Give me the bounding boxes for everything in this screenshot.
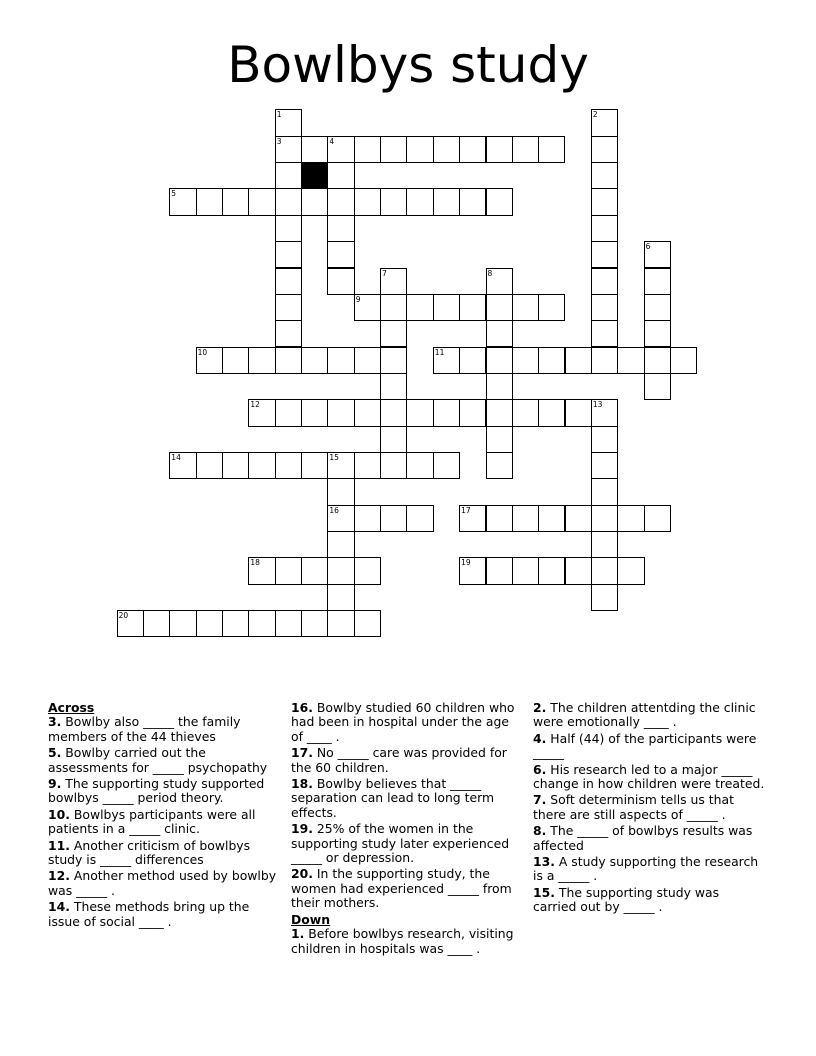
grid-cell[interactable]: [486, 294, 513, 321]
clue-item-number: 3.: [48, 714, 62, 730]
grid-cell[interactable]: [538, 347, 565, 374]
clue-item: [48, 900, 280, 929]
grid-cell[interactable]: [591, 347, 618, 374]
down-clue-list: [291, 927, 523, 956]
clue-number: 6: [645, 242, 651, 252]
grid-cell[interactable]: [380, 426, 407, 453]
grid-cell[interactable]: [459, 188, 486, 215]
clue-item: [533, 886, 765, 915]
grid-cell[interactable]: [380, 268, 407, 295]
grid-cell[interactable]: [512, 294, 539, 321]
clue-column-3: [533, 701, 765, 917]
grid-cell[interactable]: [327, 215, 354, 242]
grid-cell[interactable]: [538, 557, 565, 584]
clue-number: 19: [461, 558, 471, 568]
grid-cell[interactable]: [301, 188, 328, 215]
grid-cell[interactable]: [617, 347, 644, 374]
grid-cell[interactable]: [406, 452, 433, 479]
grid-cell[interactable]: [433, 294, 460, 321]
grid-cell[interactable]: [327, 347, 354, 374]
grid-cell[interactable]: [354, 505, 381, 532]
clue-item-text: Bowlby carried out the assessments for _____ psychopathy: [48, 745, 268, 775]
clue-item-text: The _____ of bowlbys results was affected: [533, 823, 753, 853]
grid-cell[interactable]: [380, 320, 407, 347]
grid-cell[interactable]: [538, 294, 565, 321]
grid-cell[interactable]: [591, 399, 618, 426]
grid-cell[interactable]: [512, 557, 539, 584]
across-clue-list-continued: [291, 701, 523, 911]
grid-cell[interactable]: [591, 452, 618, 479]
clue-item-number: 16.: [291, 700, 313, 715]
grid-cell[interactable]: [275, 109, 302, 136]
grid-cell[interactable]: [327, 188, 354, 215]
grid-cell[interactable]: [248, 557, 275, 584]
grid-cell[interactable]: [486, 452, 513, 479]
grid-cell[interactable]: [486, 399, 513, 426]
grid-cell[interactable]: [644, 320, 671, 347]
grid-cell[interactable]: [380, 452, 407, 479]
grid-cell[interactable]: [380, 188, 407, 215]
grid-cell[interactable]: [169, 452, 196, 479]
grid-cell[interactable]: [406, 294, 433, 321]
clue-item-number: 10.: [48, 806, 70, 822]
clue-item: [533, 701, 765, 730]
grid-cell[interactable]: [275, 136, 302, 163]
clue-item-number: 4.: [533, 730, 547, 746]
grid-cell[interactable]: [591, 241, 618, 268]
grid-cell[interactable]: [486, 373, 513, 400]
grid-cell[interactable]: [406, 399, 433, 426]
clue-number: 9: [355, 294, 361, 304]
clue-number: 14: [171, 452, 181, 462]
clue-item-number: 8.: [533, 823, 547, 839]
grid-cell[interactable]: [327, 399, 354, 426]
grid-cell[interactable]: [591, 215, 618, 242]
across-clue-list: [48, 715, 280, 929]
down-clue-list-continued: [533, 701, 765, 915]
grid-cell[interactable]: [565, 347, 592, 374]
grid-cell[interactable]: [143, 610, 170, 637]
grid-cell[interactable]: [591, 505, 618, 532]
clue-number: 1: [276, 110, 282, 120]
grid-cell[interactable]: [565, 505, 592, 532]
grid-cell[interactable]: [301, 136, 328, 163]
grid-cell[interactable]: [275, 268, 302, 295]
grid-cell[interactable]: [433, 399, 460, 426]
grid-cell[interactable]: [538, 505, 565, 532]
clue-item: [291, 777, 523, 820]
grid-cell[interactable]: [380, 505, 407, 532]
grid-cell[interactable]: [196, 452, 223, 479]
grid-cell[interactable]: [591, 162, 618, 189]
clue-column-1: [48, 701, 280, 931]
grid-cell[interactable]: [248, 610, 275, 637]
grid-cell[interactable]: [196, 347, 223, 374]
grid-cell[interactable]: [644, 373, 671, 400]
grid-cell[interactable]: [327, 505, 354, 532]
grid-cell[interactable]: [406, 136, 433, 163]
grid-cell[interactable]: [222, 610, 249, 637]
grid-cell[interactable]: [644, 241, 671, 268]
grid-cell[interactable]: [275, 452, 302, 479]
clue-column-2: [291, 701, 523, 958]
clue-number: 20: [118, 611, 129, 621]
grid-cell[interactable]: [354, 610, 381, 637]
clue-item: [291, 867, 523, 910]
clue-item-number: 9.: [48, 776, 62, 792]
grid-cell[interactable]: [275, 188, 302, 215]
grid-cell[interactable]: [644, 294, 671, 321]
clue-item-text: 25% of the women in the supporting study later experienced _____ or depression.: [291, 821, 510, 866]
clue-item-text: Soft determinism tells us that there are still aspects of _____ .: [533, 792, 734, 822]
clue-number: 16: [329, 505, 339, 515]
clue-number: 15: [329, 452, 339, 462]
grid-cell[interactable]: [433, 188, 460, 215]
grid-cell[interactable]: [406, 505, 433, 532]
black-cell: [301, 162, 328, 189]
clue-item-number: 11.: [48, 837, 70, 853]
clue-item-number: 5.: [48, 745, 62, 761]
grid-cell[interactable]: [486, 136, 513, 163]
clue-item-text: The supporting study supported bowlbys _____ period theory.: [48, 776, 265, 806]
grid-cell[interactable]: [327, 610, 354, 637]
grid-cell[interactable]: [275, 215, 302, 242]
clue-item-text: Bowlby studied 60 children who had been in hospital under the age of ____ .: [291, 700, 515, 744]
grid-cell[interactable]: [327, 531, 354, 558]
grid-cell[interactable]: [644, 347, 671, 374]
clue-item-text: Another method used by bowlby was _____ .: [48, 868, 277, 898]
grid-cell[interactable]: [301, 610, 328, 637]
clue-number: 5: [171, 189, 177, 199]
grid-cell[interactable]: [433, 347, 460, 374]
grid-cell[interactable]: [248, 188, 275, 215]
clue-number: 11: [434, 347, 445, 357]
clue-item: [48, 715, 280, 744]
grid-cell[interactable]: [617, 557, 644, 584]
clue-item-number: 18.: [291, 776, 313, 792]
clue-item: [48, 746, 280, 775]
grid-cell[interactable]: [275, 557, 302, 584]
clue-item-text: His research led to a major _____ change in how children were treated.: [533, 761, 765, 792]
clue-item: [533, 732, 765, 761]
grid-cell[interactable]: [327, 241, 354, 268]
grid-cell[interactable]: [459, 505, 486, 532]
grid-cell[interactable]: [222, 188, 249, 215]
grid-cell[interactable]: [327, 584, 354, 611]
clue-item: [533, 824, 765, 853]
clue-item-number: 13.: [533, 854, 555, 870]
grid-cell[interactable]: [354, 347, 381, 374]
grid-cell[interactable]: [301, 452, 328, 479]
clue-number: 7: [382, 268, 387, 278]
clue-item-number: 15.: [533, 884, 555, 900]
grid-cell[interactable]: [406, 188, 433, 215]
grid-cell[interactable]: [591, 188, 618, 215]
grid-cell[interactable]: [275, 294, 302, 321]
grid-cell[interactable]: [196, 610, 223, 637]
clue-item: [48, 839, 280, 868]
grid-cell[interactable]: [512, 399, 539, 426]
grid-cell[interactable]: [591, 136, 618, 163]
grid-cell[interactable]: [301, 399, 328, 426]
grid-cell[interactable]: [354, 188, 381, 215]
grid-cell[interactable]: [196, 188, 223, 215]
clue-item-number: 1.: [291, 926, 305, 942]
clue-number: 10: [197, 347, 208, 357]
grid-cell[interactable]: [169, 610, 196, 637]
grid-cell[interactable]: [354, 136, 381, 163]
grid-cell[interactable]: [380, 399, 407, 426]
clue-item: [48, 777, 280, 806]
grid-cell[interactable]: [169, 188, 196, 215]
grid-cell[interactable]: [565, 557, 592, 584]
clue-item-text: Bowlby also _____ the family members of the 44 thieves: [48, 714, 241, 744]
grid-cell[interactable]: [591, 426, 618, 453]
grid-cell[interactable]: [617, 505, 644, 532]
grid-cell[interactable]: [512, 347, 539, 374]
clue-item-text: Before bowlbys research, visiting children in hospitals was ____ .: [291, 926, 514, 956]
clue-item-text: Bowlby believes that _____ separation can lead to long term effects.: [291, 776, 495, 820]
grid-cell[interactable]: [433, 452, 460, 479]
across-heading: Across: [48, 700, 95, 715]
grid-cell[interactable]: [275, 162, 302, 189]
clue-item-text: The supporting study was carried out by _____ .: [533, 884, 720, 915]
clue-number: 18: [250, 558, 260, 568]
grid-cell[interactable]: [354, 557, 381, 584]
grid-cell[interactable]: [644, 505, 671, 532]
grid-cell[interactable]: [486, 426, 513, 453]
clue-item: [291, 927, 523, 956]
grid-cell[interactable]: [275, 320, 302, 347]
clue-item-text: Half (44) of the participants were _____: [533, 730, 757, 761]
clue-number: 3: [276, 136, 282, 146]
grid-cell[interactable]: [459, 294, 486, 321]
clue-item-number: 19.: [291, 821, 313, 837]
grid-cell[interactable]: [117, 610, 144, 637]
clue-item-text: Another criticism of bowlbys study is _____ differences: [48, 837, 251, 868]
grid-cell[interactable]: [512, 505, 539, 532]
grid-cell[interactable]: [459, 557, 486, 584]
grid-cell[interactable]: [380, 136, 407, 163]
grid-cell[interactable]: [380, 373, 407, 400]
grid-cell[interactable]: [275, 241, 302, 268]
grid-cell[interactable]: [327, 136, 354, 163]
clue-number: 12: [250, 400, 260, 410]
grid-cell[interactable]: [327, 557, 354, 584]
grid-cell[interactable]: [644, 268, 671, 295]
grid-cell[interactable]: [538, 399, 565, 426]
clue-item-number: 2.: [533, 700, 547, 715]
grid-cell[interactable]: [327, 478, 354, 505]
grid-cell[interactable]: [327, 162, 354, 189]
grid-cell[interactable]: [327, 268, 354, 295]
grid-cell[interactable]: [248, 347, 275, 374]
grid-cell[interactable]: [301, 347, 328, 374]
grid-cell[interactable]: [248, 399, 275, 426]
grid-cell[interactable]: [591, 584, 618, 611]
grid-cell[interactable]: [591, 109, 618, 136]
grid-cell[interactable]: [591, 531, 618, 558]
clue-number: 4: [329, 136, 335, 146]
grid-cell[interactable]: [591, 478, 618, 505]
clue-item-number: 20.: [291, 866, 313, 882]
clue-item-text: In the supporting study, the women had experienced _____ from their mothers.: [291, 866, 512, 911]
clue-number: 13: [592, 400, 603, 410]
clue-item: [533, 793, 765, 822]
grid-cell[interactable]: [591, 268, 618, 295]
clue-item: [533, 855, 765, 884]
grid-cell[interactable]: [486, 268, 513, 295]
grid-cell[interactable]: [275, 399, 302, 426]
grid-cell[interactable]: [459, 347, 486, 374]
clue-number: 8: [487, 268, 493, 278]
clue-item: [291, 822, 523, 865]
grid-cell[interactable]: [512, 136, 539, 163]
grid-cell[interactable]: [301, 557, 328, 584]
grid-cell[interactable]: [275, 347, 302, 374]
grid-cell[interactable]: [538, 136, 565, 163]
clue-item-number: 14.: [48, 899, 70, 915]
grid-cell[interactable]: [486, 320, 513, 347]
grid-cell[interactable]: [354, 399, 381, 426]
grid-cell[interactable]: [433, 136, 460, 163]
grid-cell[interactable]: [486, 505, 513, 532]
clue-item-number: 7.: [533, 792, 547, 808]
grid-cell[interactable]: [275, 610, 302, 637]
clue-item: [48, 869, 280, 898]
clue-item-number: 6.: [533, 761, 547, 777]
clue-item: [291, 746, 523, 775]
grid-cell[interactable]: [222, 452, 249, 479]
clue-item-text: The children attentding the clinic were emotionally ____ .: [533, 700, 756, 730]
grid-cell[interactable]: [327, 452, 354, 479]
grid-cell[interactable]: [565, 399, 592, 426]
grid-cell[interactable]: [248, 452, 275, 479]
clue-item: [533, 763, 765, 792]
clue-item-text: A study supporting the research is a _____ .: [533, 854, 759, 884]
clue-item-number: 12.: [48, 868, 70, 884]
grid-cell[interactable]: [486, 188, 513, 215]
clue-item-number: 17.: [291, 745, 313, 761]
grid-cell[interactable]: [380, 347, 407, 374]
clue-item: [291, 701, 523, 744]
puzzle-title: Bowlbys study: [227, 36, 589, 94]
grid-cell[interactable]: [486, 347, 513, 374]
grid-cell[interactable]: [670, 347, 697, 374]
grid-cell[interactable]: [354, 452, 381, 479]
grid-cell[interactable]: [591, 320, 618, 347]
clue-number: 17: [461, 505, 471, 515]
grid-cell[interactable]: [459, 136, 486, 163]
grid-cell[interactable]: [459, 399, 486, 426]
clue-number: 2: [592, 110, 598, 120]
clue-item-text: These methods bring up the issue of social ____ .: [48, 899, 250, 929]
grid-cell[interactable]: [380, 294, 407, 321]
grid-cell[interactable]: [222, 347, 249, 374]
grid-cell[interactable]: [354, 294, 381, 321]
clue-item-text: Bowlbys participants were all patients in a _____ clinic.: [48, 806, 256, 837]
down-heading: Down: [291, 911, 331, 927]
grid-cell[interactable]: [486, 557, 513, 584]
grid-cell[interactable]: [591, 294, 618, 321]
clue-item: [48, 808, 280, 837]
clue-item-text: No _____ care was provided for the 60 children.: [291, 745, 507, 775]
grid-cell[interactable]: [591, 557, 618, 584]
